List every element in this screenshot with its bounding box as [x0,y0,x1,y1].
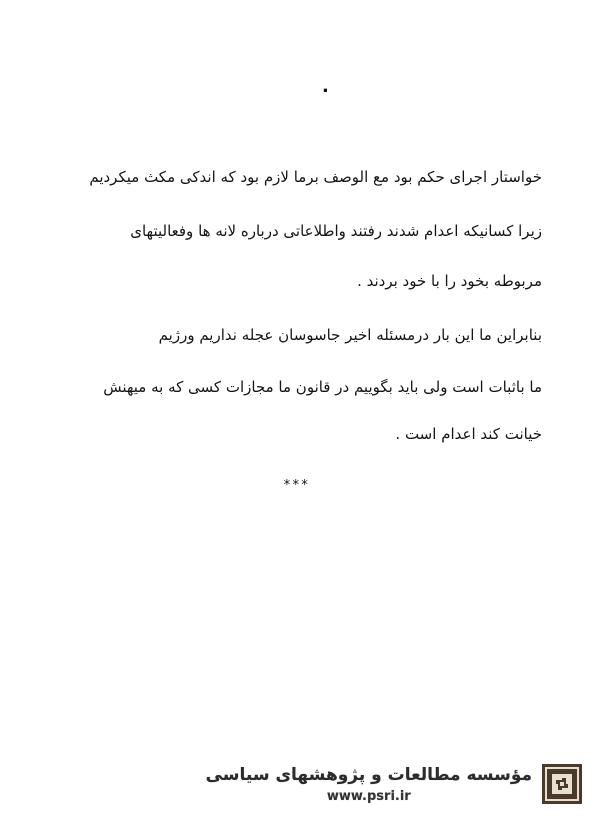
text-line: خیانت کند اعدام است . [395,425,542,443]
section-separator: *** [283,478,310,493]
text-line: خواستار اجرای حکم بود مع الوصف برما لازم بود که اندکی مکث میکردیم [89,168,542,186]
organization-url: www.psri.ir [326,789,411,804]
organization-name: مؤسسه مطالعات و پژوهشهای سیاسی [205,765,532,785]
text-line: ما باثبات است ولی باید بگوییم در قانون ما مجازات کسی که به میهنش [103,378,542,396]
text-line: زیرا کسانیکه اعدام شدند رفتند واطلاعاتی درباره لانه ها وفعالیتهای [130,222,542,240]
text-line: مربوطه بخود را با خود بردند . [357,272,542,290]
watermark-footer [205,764,590,810]
footer-text-block [206,764,532,806]
text-line: بنابراین ما این بار درمسئله اخیر جاسوسان عجله نداریم ورژیم [158,326,542,344]
psri-logo-icon [542,764,582,804]
page-mark: . [322,76,329,97]
